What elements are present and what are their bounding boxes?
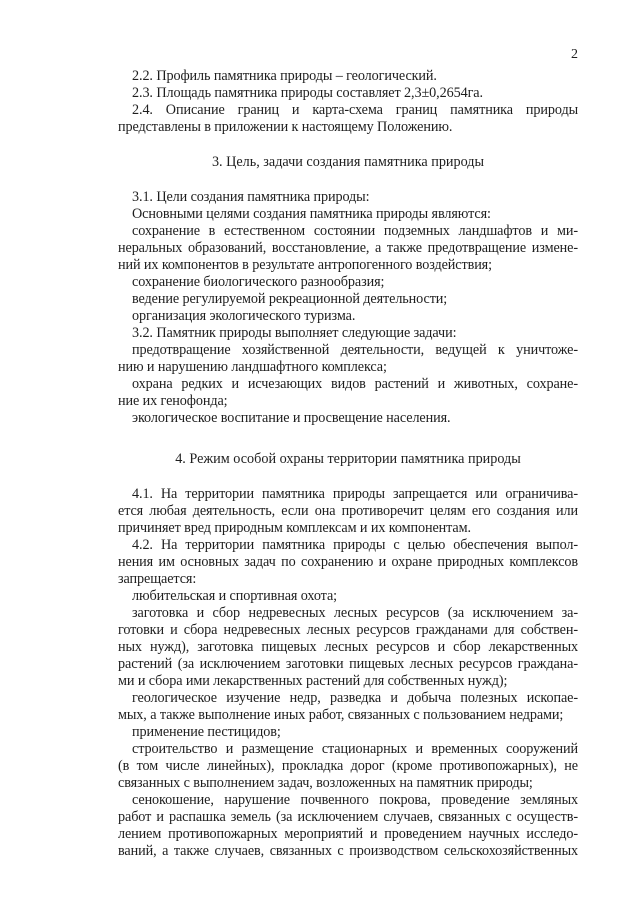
text-line: организация экологического туризма.	[132, 308, 356, 324]
text-line: предотвращение хозяйственной деятельности, ведущей к уничтоже-	[132, 342, 578, 358]
page-number: 2	[571, 47, 578, 62]
text-line: сохранение в естественном состоянии подземных ландшафтов и ми-	[132, 223, 578, 239]
text-line: заготовка и сбор недревесных лесных ресурсов (за исключением за-	[132, 605, 578, 621]
section-3-heading: 3. Цель, задачи создания памятника природы	[211, 154, 485, 170]
text-line: Основными целями создания памятника природы являются:	[132, 206, 491, 222]
text-line: нию и нарушению ландшафтного комплекса;	[118, 359, 387, 375]
text-line: 2.2. Профиль памятника природы – геологический.	[132, 68, 437, 84]
text-line: ных нужд), заготовка пищевых лесных ресурсов и сбор лекарственных	[118, 639, 578, 655]
text-line: работ и распашка земель (за исключением случаев, связанных с осуществ-	[118, 809, 578, 825]
text-line: мых, а также выполнение иных работ, связанных с пользованием недрами;	[118, 707, 564, 723]
text-line: 3.2. Памятник природы выполняет следующие задачи:	[132, 325, 457, 341]
text-line: растений (за исключением заготовки пищевых лесных ресурсов граждана-	[118, 656, 578, 672]
text-line: ми и сбора ими лекарственных растений для собственных нужд);	[118, 673, 508, 689]
text-line: (в том числе линейных), прокладка дорог (кроме противопожарных), не	[118, 758, 578, 774]
text-line: запрещается:	[118, 571, 197, 587]
text-line: ний их компонентов в результате антропогенного воздействия;	[118, 257, 492, 273]
text-line: лением противопожарных мероприятий и проведением научных исследо-	[118, 826, 578, 842]
text-line: охрана редких и исчезающих видов растений и животных, сохране-	[132, 376, 578, 392]
text-line: неральных образований, восстановление, а также предотвращение измене-	[118, 240, 578, 256]
text-line: ваний, а также случаев, связанных с производством сельскохозяйственных	[118, 843, 578, 859]
text-line: связанных с выполнением задач, возложенных на памятник природы;	[118, 775, 533, 791]
text-line: применение пестицидов;	[132, 724, 281, 740]
text-line: строительство и размещение стационарных и временных сооружений	[132, 741, 578, 757]
text-line: ние их генофонда;	[118, 393, 228, 409]
text-line: готовки и сбора недревесных лесных ресурсов гражданами для собствен-	[118, 622, 578, 638]
text-line: экологическое воспитание и просвещение населения.	[132, 410, 451, 426]
text-line: ведение регулируемой рекреационной деятельности;	[132, 291, 448, 307]
text-line: 2.3. Площадь памятника природы составляет 2,3±0,2654га.	[132, 85, 483, 101]
text-line: 2.4. Описание границ и карта-схема границ памятника природы	[132, 102, 578, 118]
section-4-heading: 4. Режим особой охраны территории памятника природы	[175, 451, 521, 467]
text-line: сенокошение, нарушение почвенного покрова, проведение земляных	[132, 792, 578, 808]
text-line: представлены в приложении к настоящему Положению.	[118, 119, 453, 135]
text-line: 4.2. На территории памятника природы с целью обеспечения выпол-	[132, 537, 578, 553]
text-line: 3.1. Цели создания памятника природы:	[132, 189, 370, 205]
text-line: сохранение биологического разнообразия;	[132, 274, 385, 290]
text-line: нения им основных задач по сохранению и охране природных комплексов	[118, 554, 578, 570]
text-line: геологическое изучение недр, разведка и добыча полезных ископае-	[132, 690, 578, 706]
text-line: ется любая деятельность, если она противоречит целям его создания или	[118, 503, 578, 519]
text-line: любительская и спортивная охота;	[132, 588, 337, 604]
text-line: причиняет вред природным комплексам и их компонентам.	[118, 520, 471, 536]
text-line: 4.1. На территории памятника природы запрещается или ограничива-	[132, 486, 578, 502]
